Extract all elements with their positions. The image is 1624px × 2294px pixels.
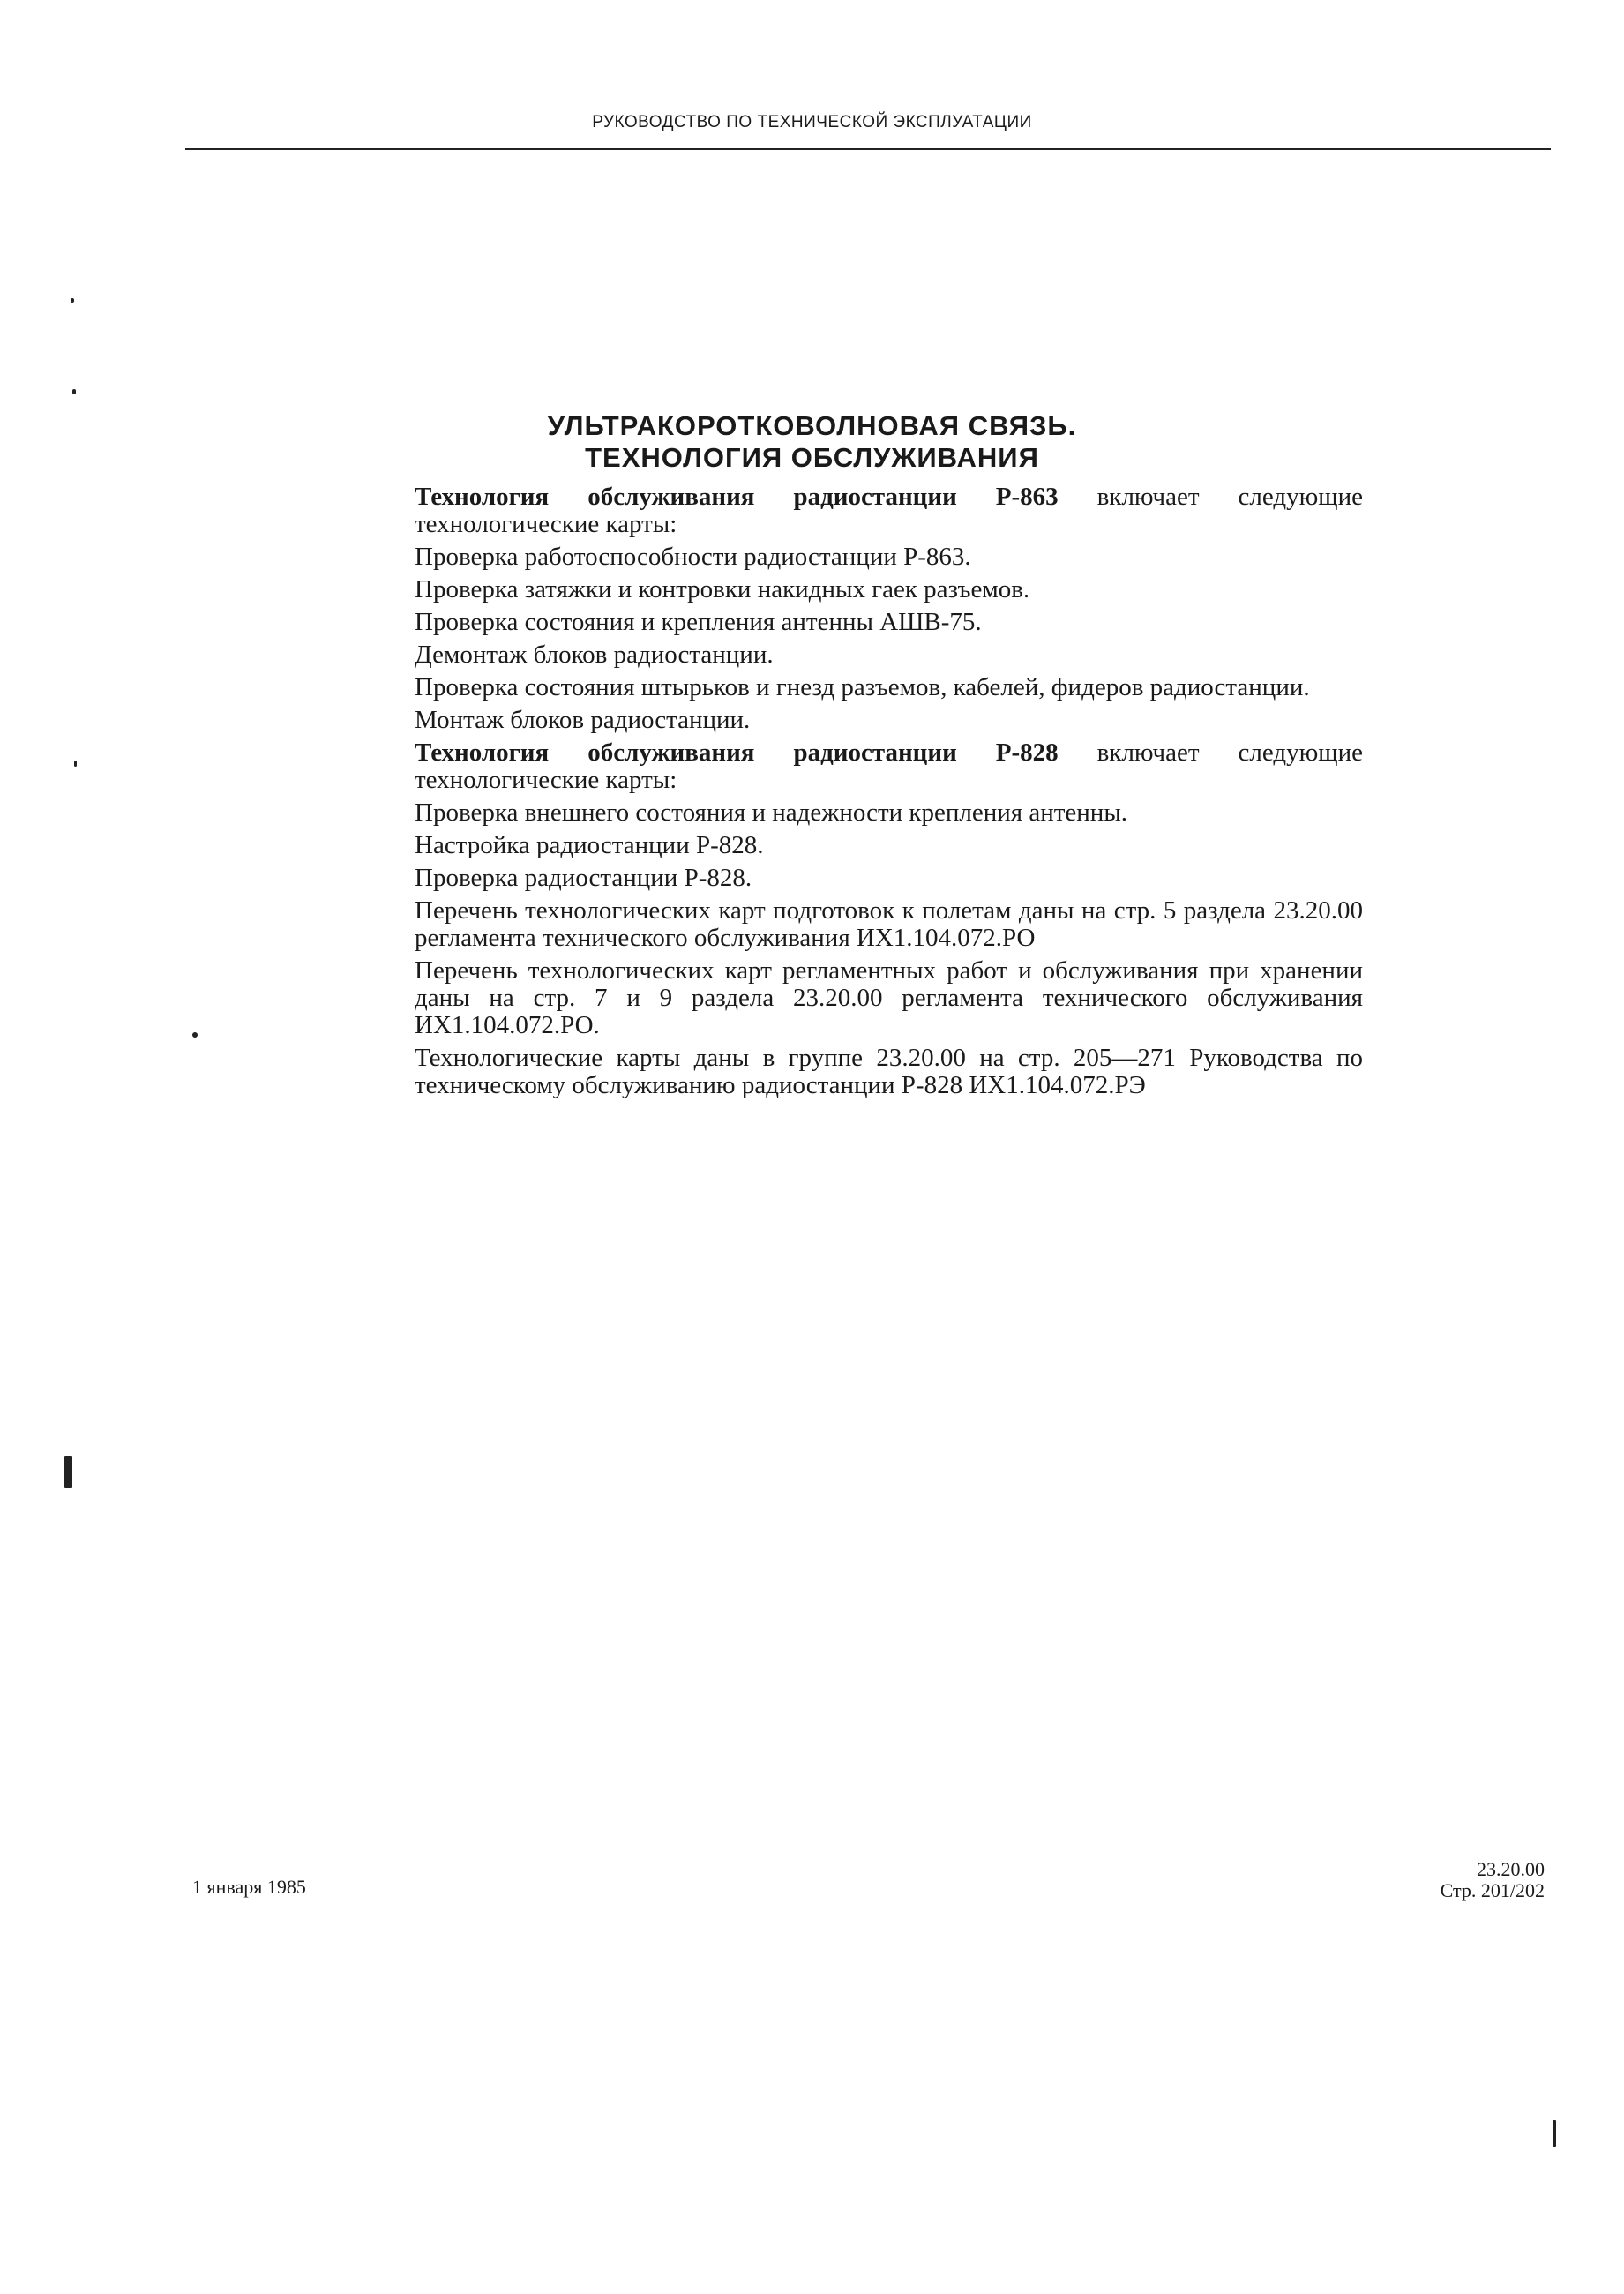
- section2-item: Проверка внешнего состояния и надежности крепления антенны.: [415, 798, 1128, 827]
- section1-intro-bold: Технология обслуживания радиостанции Р-863: [415, 483, 1059, 511]
- section2-intro-bold: Технология обслуживания радиостанции Р-828: [415, 738, 1059, 767]
- note-paragraph: Перечень технологических карт регламентных работ и обслуживания при хранении даны на стр. 7 и 9 раздела 23.20.00 регламента технического обслуживания ИХ1.104.072.РО.: [415, 956, 1363, 1039]
- footer-page-number: Стр. 201/202: [1440, 1879, 1545, 1901]
- scan-speck: [71, 298, 74, 303]
- section2-item: Проверка радиостанции Р-828.: [415, 864, 752, 892]
- running-head: РУКОВОДСТВО ПО ТЕХНИЧЕСКОЙ ЭКСПЛУАТАЦИИ: [592, 113, 1032, 131]
- page-title: [0, 410, 1624, 474]
- title-line-2: ТЕХНОЛОГИЯ ОБСЛУЖИВАНИЯ: [585, 442, 1039, 473]
- binder-mark: [64, 1456, 72, 1488]
- footer-reference: [1441, 1859, 1545, 1901]
- section2-intro-rest: включает следующие технологические карты:: [415, 738, 1363, 794]
- header-rule: [185, 148, 1551, 150]
- section1-item: Проверка затяжки и контровки накидных гаек разъемов.: [415, 575, 1030, 603]
- scan-speck: [72, 389, 76, 394]
- note-paragraph: Перечень технологических карт подготовок к полетам даны на стр. 5 раздела 23.20.00 регламента технического обслуживания ИХ1.104.072.РО: [415, 896, 1363, 952]
- scan-speck: [192, 1032, 198, 1038]
- section1-item: Монтаж блоков радиостанции.: [415, 706, 751, 734]
- section1-item: Проверка состояния штырьков и гнезд разъемов, кабелей, фидеров радиостанции.: [415, 673, 1310, 701]
- body-text: [415, 484, 1363, 1105]
- section1-item: Проверка работоспособности радиостанции Р-863.: [415, 543, 971, 571]
- section2-item: Настройка радиостанции Р-828.: [415, 831, 764, 859]
- footer-date: 1 января 1985: [192, 1876, 306, 1898]
- footer-section-code: 23.20.00: [1477, 1858, 1545, 1880]
- title-line-1: УЛЬТРАКОРОТКОВОЛНОВАЯ СВЯЗЬ.: [547, 410, 1077, 441]
- scan-speck: [74, 761, 77, 767]
- section1-item: Демонтаж блоков радиостанции.: [415, 641, 774, 669]
- section2-intro: [415, 739, 1363, 794]
- note-paragraph: Технологические карты даны в группе 23.20.00 на стр. 205—271 Руководства по техническому обслуживанию радиостанции Р-828 ИХ1.104.072.РЭ: [415, 1044, 1363, 1099]
- section1-intro-rest: включает следующие технологические карты:: [415, 483, 1363, 538]
- section1-intro: [415, 484, 1363, 538]
- binder-mark: [1553, 2120, 1556, 2147]
- section1-item: Проверка состояния и крепления антенны АШВ-75.: [415, 608, 982, 636]
